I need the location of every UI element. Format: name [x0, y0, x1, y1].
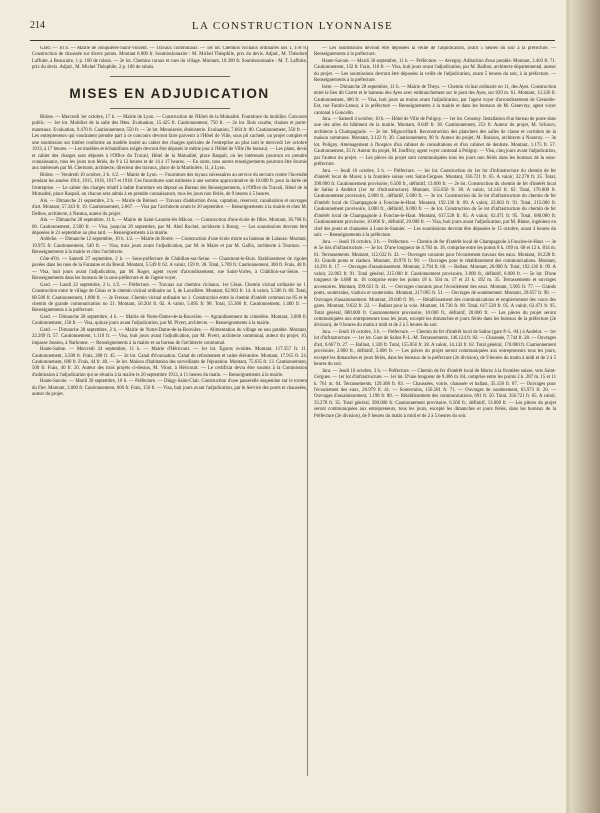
article-paragraph: Ardèche. — Dimanche 12 septembre, 10 h. 1/2. — Mairie de Borée. — Construction d'une école mixte au hameau de Lalauze. Montant, 19.975 fr. Cautionnement, 540 fr. — Visa, trois jours avant l'adjudication, par M. le Maire et par M. Gallix, architecte à Tournon. — Renseignements à la mairie et chez l'architecte. [32, 237, 307, 256]
article-paragraph: Jura. — Samedi 4 octobre, 10 h. — Hôtel de Ville de Poligny. — 1er lot. Grozeuy. Installation d'un bureau de poste dans une des ailes du bâtiment de la mairie. Montant, 8.049 fr. 38. Cautionnement, 253 fr. Auteur du projet, M. Schiavo, architecte à Champagnole. — 2e lot. Mignovillard. Reconstruction des planchers des salles de classe et corridors de la maison commune. Montant, 3.122 fr. 30. Cautionnement, 90 fr. Auteur du projet, M. Boisson, architecte à Nozeroy. — 3e lot. Poligny. Aménagement à l'hospice d'un cabinet de consultations et d'un cabinet de dentiste. Montant, 1.175 fr. 57. Cautionnement, 35 fr. Auteur du projet, M. Jouffroy, agent voyer cantonal à Poligny. — Visa, cinq jours avant l'adjudication, par l'auteur du projet. — Les pièces du projet sont communiquées tous les jours non fériés dans les bureaux de la sous-préfecture. [314, 116, 556, 168]
article-paragraph: Gard. — Dimanche 28 septembre, 2 h. — Mairie de Notre-Dame-de-la-Rouvière. — Alimentation du village en eau potable. Montant, 22.269 fr. 57. Cautionnement, 1.110 fr. — Visa, huit jours avant l'adjudication, par M. Pivert, architecte communal, auteur du projet, 10, impasse Jussieu, à Narbonne. — Renseignements à la mairie et au bureau de l'architecte communal. [32, 327, 307, 346]
article-paragraph: Ain. — Dimanche 28 septembre, 11 h. — Mairie de Saint-Laurent-lès-Mâcon. — Construction d'une école de filles. Montant, 36.768 fr. 66. Cautionnement, 2.500 fr. — Visa, jusqu'au 20 septembre, par M. Abel Rochet, architecte à Bourg. — Les soumissions devront être déposées le 21 septembre au plus tard. — Renseignements à la mairie. [32, 218, 307, 236]
article-paragraph: Jura. — Jeudi 16 octobre, 3 h. — Préfecture. — Chemin de fer d'intérêt local de Morez à la frontière suisse, vers Saint-Cergues. — 1er lot d'infrastructure. — 1er lot. D'une longueur de 9.486 m. 84, comprise entre les points 2 k. 287 m. 15 et 11 k. 761 m. 64. Terrassements, 129.368 fr. 83. — Chaussées, voirie, chaussée et ballast, 35.158 fr. 07. — Ouvrages pour l'écoulement des eaux, 20.979 fr. 41. — Souterrains, 150.581 fr. 71. — Ouvrages de soutènement, 63.973 fr. 20. — Ouvrages d'assainissement, 1.198 fr. 80. — Rétablissement des communications, 691 fr. 50. Total, 356.721 fr. 65. A valoir, 33.278 fr. 35. Total général, 390.000 fr. Cautionnement provisoire, 6.500 fr., définitif, 13.000 fr. — Les pièces du projet seront communiquées aux entrepreneurs, tous les jours, excepté les dimanches et jours fériés, dans les bureaux de la Préfecture (2e division), de 9 heures du matin à midi et de 2 à 5 heures du soir. [314, 368, 556, 419]
running-header [30, 20, 555, 34]
page-number: 214 [30, 20, 45, 31]
section-title: MISES EN ADJUDICATION [69, 85, 270, 101]
article-paragraph: Gard. — Dimanche 28 septembre, 4 h. — Mairie de Notre-Dame-de-la-Rouvière. — Agrandissement du cimetière. Montant, 3.000 fr. Cautionnement, 150 fr. — Visa, quinze jours avant l'adjudication, par M. Pivert, architecte. — Renseignements à la mairie. [32, 314, 307, 327]
left-column [32, 46, 307, 781]
article-paragraph: Haute-Savoie. — Mardi 30 septembre, 10 h. — Préfecture. — Dingy-Saint-Clair. Construction d'une passerelle suspendue sur le torrent du Fier. Montant, 3.000 fr. Cautionnement, 600 fr. Frais, 150 fr. — Visa, huit jours avant l'adjudication, par le Service des ponts et chaussées, auteur du projet. [32, 379, 307, 398]
article-paragraph: Haute-Saône. — Mercredi 24 septembre, 11 h. — Mairie d'Héricourt. — 1er lot. Egouts ovoïdes. Montant, 117.357 fr. 11. Cautionnement, 3.500 fr. Frais, 268 fr. 45. — 2e lot. Canal d'évacuation. Canal de refoulement et usine élévatoire. Montant, 17.915 fr. 24. Cautionnement, 600 fr. Frais, 44 fr. 40. — 3e lot. Maison d'habitation des surveillants de l'épuration. Montant, 75.635 fr. 13. Cautionnement, 500 fr. Frais, 40 fr. 20. Auteur des trois projets ci-dessus, M. Vinot, à Héricourt. — Le certificat devra être soumis à la Commission d'admission à l'adjudication qui se réunira à la mairie le 20 septembre 1913, à 11 heures du matin. — Renseignements à la mairie. [32, 347, 307, 378]
binding-shadow [570, 0, 600, 813]
article-paragraph: Rhône. — Mercredi 1er octobre, 17 h. — Mairie de Lyon. — Construction de l'Hôtel de la Mutualité. Fourniture du mobilier. Concours public. — 1er lot. Mobilier de la salle des fêtes. Evaluation, 15.425 fr. Cautionnement, 750 fr. — 2e lot. Bois courbe, chaises et porte-manteaux. Evaluation, 9.470 fr. Cautionnement, 550 fr. — 3e lot. Menuiserie, ébénisterie. Evaluation, 7.664 fr. 80. Cautionnement, 350 fr. — Les entrepreneurs qui voudraient prendre part à ce concours devront faire parvenir à l'Hôtel de Ville, sous pli cacheté, un projet complet et une soumission sur timbre conforme au modèle inséré au cahier des charges spéciales de l'entreprise au plus tard le mercredi 1er octobre 1913, à 17 heures. — Les modèles et échantillons exigés devront être déposés le même jour à l'Hôtel de Ville (6e bureau). — Les plans, devis et cahier des charges sont déposés à l'Office du Travail, Hôtel de la Mutualité, place Raspail, où les intéressés pourront en prendre connaissance, tous les jours non fériés, de 9 à 12 heures et de 14 à 17 heures. — En outre, tous autres renseignements pourront être fournis aux intéressés par M. Clermont, architecte, directeur des travaux, place de la Martinière, 11, à Lyon. [32, 114, 307, 172]
journal-title: LA CONSTRUCTION LYONNAISE [191, 20, 394, 32]
article-paragraph: Jura. — Jeudi 16 octobre, 3 h. — Préfecture. — Chemin de fer d'intérêt local de Champagnole à Foncine-le-Haut. — 3e et 5e lots d'infrastructure. — 3e lot. D'une longueur de 4.783 m. 18, comprise entre les points 8 k. 169 m. 68 et 12 k. 814 m. 01. Terrassements. Montant, 112.632 fr. 32. — Ouvrages courants pour l'écoulement travaux des eaux. Montant, 16.228 fr. 10. Grands ponts et viaducs. Montant, 16.976 fr. 90. — Ouvrages pour le rétablissement des communications. Montant, 14.291 fr. 17. — Ouvrages d'assainissement. Montant, 2.794 fr. 60. — Ballast. Montant, 20.000 fr. Total, 192.136 fr. 09. A valoir, 22.863 fr. 91. Total général, 215.000 fr. Cautionnement provisoire, 3.000 fr., définitif, 6.000 fr. — 5e lot. D'une longueur de 4.688 m. 18 comprise entre les points 18 k. 504 m. 17 et 23 k. 192 m. 35. Terrassements et ouvrages accessoires. Montant, 399.651 fr. 41. — Ouvrages courants pour l'écoulement des eaux. Montant, 5.905 fr. 77. — Grands ponts, souterrains, viaducs et souterrains. Montant, 217.005 fr. 51. — Ouvrages de soutènement. Montant, 26.657 fr. 90. — Ouvrages d'assainissement. Montant, 20.840 fr. 96. — Rétablissement des communications et empierrement des cours des gares. Montant, 9.632 fr. 22. — Ballast pour la voie. Montant, 16.736 fr. 08. Total, 617.528 fr. 05. A valoir, 62.471 fr. 95. Total général, 680.000 fr. Cautionnement provisoire, 10.000 fr., définitif, 20.000 fr. — Les pièces du projet seront communiquées aux entrepreneurs tous les jours, excepté les dimanches et jours fériés dans les bureaux de la préfecture (2e division), de 9 heures du matin à midi et de 2 à 5 heures du soir. [314, 239, 556, 329]
article-paragraph: Jura. — Jeudi 16 octobre, 3 h. — Préfecture. — 1er lot. Construction du 1er lot d'infrastructure du chemin de fer d'intérêt local de Morez à la frontière suisse vers Saint-Cergues. Montant, 356.721 fr. 65. A valoir, 32.278 fr. 35. Total, 390.000 fr. Cautionnement provisoire, 6.500 fr., définitif, 13.000 fr. — 2e lot. Construction du chemin de fer d'intérêt local de Salins à Andelot (1er lot d'infrastructure). Montant, 155.856 fr. 38. A valoir, 14.143 fr. 62. Total, 170.000 fr. Cautionnement provisoire, 2.800 fr., définitif, 5.600 fr. — 3e lot. Construction du 2e lot d'infrastructure du chemin de fer d'intérêt local de Champagnole à Foncine-le-Haut. Montant, 192.136 fr. 09. A valoir, 22.863 fr. 91. Total, 215.000 fr. Cautionnement provisoire, 3.000 fr., définitif, 6.000 fr. — 4e lot. Construction du 5e lot d'infrastructure du chemin de fer d'intérêt local de Champagnole à Foncine-le-Haut. Montant, 617.528 fr. 05. A valoir, 62.471 fr. 95. Total, 680.000 fr. Cautionnement provisoire, 10.000 fr., définitif, 20.000 fr. — Visa, huit jours avant l'adjudication, par M. Blaise, ingénieur en chef des ponts et chaussées à Lons-le-Saunier. — Les soumissions devront être déposées le 15 octobre, avant 4 heures du soir. — Renseignements à la préfecture. [314, 168, 556, 239]
article-paragraph: Rhône. — Vendredi 10 octobre, 2 h. 1/2. — Mairie de Lyon. — Fourniture des tuyaux nécessaires au service du secours contre l'incendie pendant les années 1914, 1915, 1916, 1917 et 1918. Ces fournitures sont estimées à une somme approximative de 10.000 fr. pour la durée de l'entreprise. — Le cahier des charges relatif à ladite fourniture est déposé au Bureau des Renseignements, à l'Office du Travail, Hôtel de la Mutualité, place Raspail, on chacun sera admis à en prendre connaissance, tous les jours non fériés, de 9 heures à 5 heures. [32, 172, 307, 198]
section-divider [110, 76, 230, 77]
article-paragraph: Côte-d'Or. — Samedi 27 septembre, 2 h. — Sous-préfecture de Châtillon-sur-Seine. — Chaumont-le-Bois. Etablissement de rigoles pavées dans les rues de la Fontaine et du Breuil. Montant, 5.549 fr 62. A valoir, 159 fr. 38. Total, 5.709 fr. Cautionnement, 300 fr. Frais, 48 fr. — Visa, huit jours avant l'adjudication, par M. Roger, agent voyer d'arrondissement, rue Saint-Vorles, à Châtillon-sur-Seine. — Renseignements dans les bureaux de la sous-préfecture et de l'agent-voyer. [32, 256, 307, 282]
header-rule [30, 40, 555, 41]
article-paragraph: — Les soumissions devront être déposées la veille de l'adjudication, avant 5 heures du soir à la préfecture. — Renseignements à la préfecture. [314, 46, 556, 58]
section-divider [110, 108, 230, 109]
article-paragraph: Jura. — Jeudi 16 octobre, 3 h. — Préfecture. — Chemin de fer d'intérêt local de Salins (gare P.-L.-M.) à Andelot. — 1er lot d'infrastructure. — 1er lot. Gare de Salins P.-L.-M. Terrassements, 146.124 fr. 83. — Chaussée, 7.744 fr. 28. — Ouvrages d'art, 6.667 fr. 27. — Ballast, 1.320 fr. Total, 155.856 fr. 38. A valoir, 14.143 fr. 62. Total général, 170.000 fr. Cautionnement provisoire, 2.800 fr., définitif, 5.600 fr. — Les pièces du projet seront communiquées aux entrepreneurs tous les jours, excepté les dimanches et jours fériés, dans les bureaux de la préfecture (2e division), de 9 heures du matin à midi et de 2 à 5 heures du soir. [314, 329, 556, 368]
column-divider [307, 46, 308, 776]
article-paragraph: Gard. — Lundi 22 septembre, 2 h. 1/2. — Préfecture. — Travaux sur chemins vicinaux. 1er Césas. Chemin vicinal ordinaire no 1. Construction entre le village de Césas et le chemin vicinal ordinaire no 3, de Lavaillère. Montant, 62.963 fr. 14. A valoir, 5.506 fr. 86. Total, 68.500 fr. Cautionnement, 1.800 fr. — 2e Fressac. Chemin vicinal ordinaire no 1. Construction entre la chemin d'intérêt commun no 85 et le chemin de grande communication no 21. Montant, 50.204 fr. 02. A valoir, 5.095 fr. 98. Total, 55.300 fr. Cautionnement, 1.400 fr. — Renseignements à la préfecture. [32, 282, 307, 314]
article-paragraph: Ain. — Dimanche 21 septembre, 2 h. — Mairie de Brénod. — Travaux d'adduction d'eau, captation, réservoir, canalisation et ouvrages d'art. Montant, 57.343 fr. 19. Cautionnement, 2.867. — Visa par l'architecte avant le 20 septembre. — Renseignements à la mairie et chez M. Delbos, architecte, à Nantua, auteur du projet. [32, 198, 307, 217]
article-paragraph: Gard. — 10 h. — Mairie de Jonquières-Saint-Vincent. — Travaux communaux. — 1er lot. Chemins vicinaux ordinaires nos 1, 4 et 8. Construction de chaussée sur divers points. Montant 6.800 fr. Soumissionnaire : M. Michel Théophile, prix du devis. Adjud., M. Théodore Laffuite, à Beaucaire, 1 p. 100 de rabais. — 2e lot. Chemins ruraux et rues du village. Montant, 10.300 fr. Soumissionnaire : M. T. Laffuite, prix du devis. Adjud., M. Michel Théophile, 2 p. 100 de rabais. [32, 46, 307, 71]
article-paragraph: Haute-Savoie. — Mardi 30 septembre, 11 h. — Préfecture. — Avregny. Adduction d'eau potable. Montant, 3.403 fr. 71. Cautionnement, 132 fr. Frais, 110 fr. — Visa, huit jours avant l'adjudication, par M. Baillon, architecte départemental, auteur du projet. — Les soumissions devront être déposées la veille de l'adjudication, avant 5 heures du soir, à la préfecture. — Renseignements à la préfecture. [314, 58, 556, 84]
right-column [314, 46, 556, 781]
article-paragraph: Isère. — Dimanche 28 septembre, 11 h. — Mairie de Theys. — Chemin vicinal ordinaire no 11, des Ayes. Construction entre le lieu dit Carret et le hameau des Ayes avec embranchement sur le pont des Ayes, sur 829 m. 61. Montant, 13.330 fr. Cautionnement, 400 fr. — Visa, huit jours au moins avant l'adjudication, par l'agent voyer d'arrondissement de Grenoble-Est, rue Fantin-Latour, à la préfecture — Renseignements à la mairie et dans les bureaux de M. Genevray, agent voyer cantonal à Goncelin. [314, 84, 556, 116]
